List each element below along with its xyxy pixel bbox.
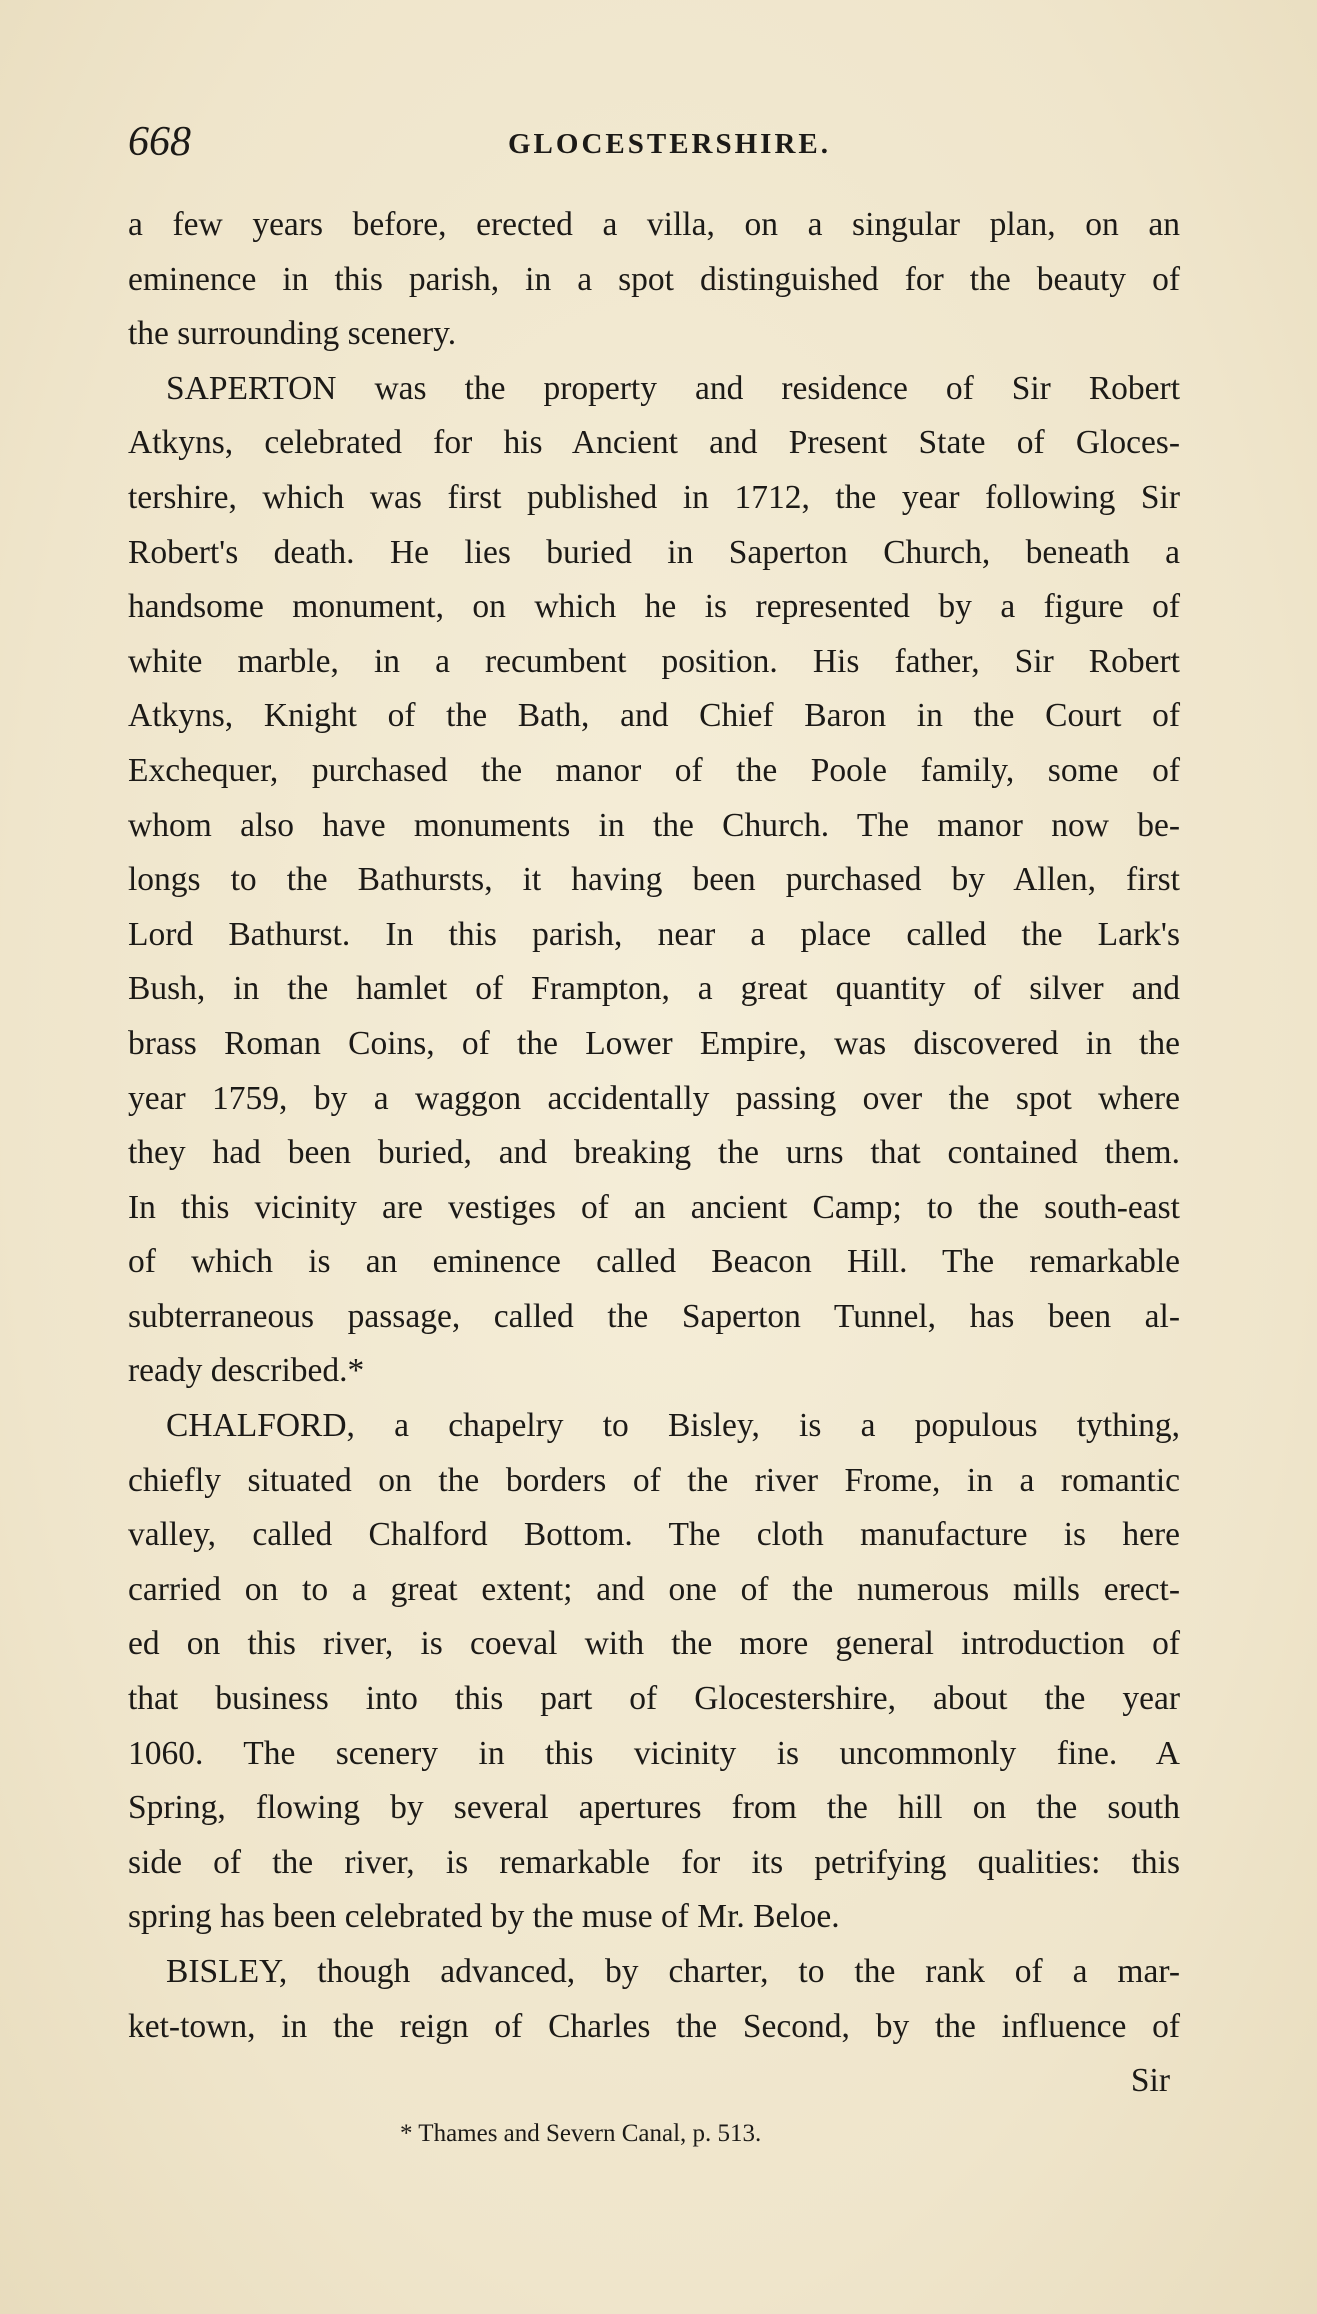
text-line: handsome monument, on which he is represented by a figure of [128, 588, 1180, 626]
text-line: subterraneous passage, called the Saperton Tunnel, has been al- [128, 1297, 1180, 1335]
text-line: ready described.* [128, 1352, 365, 1390]
catchword: Sir [1130, 2062, 1170, 2100]
body-text [128, 198, 1180, 2109]
text-line: that business into this part of Glocestershire, about the year [128, 1680, 1180, 1718]
text-line: ket-town, in the reign of Charles the Second, by the influence of [128, 2007, 1180, 2045]
text-line: side of the river, is remarkable for its petrifying qualities: this [128, 1843, 1180, 1881]
text-line: ed on this river, is coeval with the more general introduction of [128, 1625, 1180, 1663]
text-line: carried on to a great extent; and one of the numerous mills erect- [128, 1570, 1180, 1608]
text-line: Bush, in the hamlet of Frampton, a great quantity of silver and [128, 970, 1180, 1008]
text-line: Atkyns, Knight of the Bath, and Chief Baron in the Court of [128, 697, 1180, 735]
text-line: the surrounding scenery. [128, 315, 457, 353]
text-line: Atkyns, celebrated for his Ancient and Present State of Gloces- [128, 424, 1180, 462]
text-line: a few years before, erected a villa, on a singular plan, on an [128, 206, 1180, 243]
running-head: GLOCESTERSHIRE. [508, 128, 832, 160]
page-number: 668 [128, 119, 191, 165]
text-line: of which is an eminence called Beacon Hill. The remarkable [128, 1243, 1180, 1281]
text-line: Lord Bathurst. In this parish, near a place called the Lark's [128, 915, 1180, 953]
text-line: Robert's death. He lies buried in Saperton Church, beneath a [128, 533, 1180, 571]
text-line: eminence in this parish, in a spot distinguished for the beauty of [128, 260, 1180, 298]
text-line: Exchequer, purchased the manor of the Poole family, some of [128, 751, 1180, 789]
text-line: BISLEY, though advanced, by charter, to the rank of a mar- [166, 1953, 1180, 1990]
text-line: year 1759, by a waggon accidentally passing over the spot where [128, 1079, 1180, 1117]
text-line: spring has been celebrated by the muse of Mr. Beloe. [128, 1898, 840, 1936]
text-line: tershire, which was first published in 1712, the year following Sir [128, 478, 1180, 516]
text-line: CHALFORD, a chapelry to Bisley, is a populous tything, [166, 1407, 1180, 1445]
text-line: chiefly situated on the borders of the river Frome, in a romantic [128, 1461, 1180, 1499]
text-line: they had been buried, and breaking the urns that contained them. [128, 1134, 1180, 1172]
text-line: SAPERTON was the property and residence of Sir Robert [166, 369, 1180, 407]
text-line: whom also have monuments in the Church. The manor now be- [128, 806, 1180, 844]
text-line: 1060. The scenery in this vicinity is uncommonly fine. A [128, 1734, 1180, 1772]
text-line: Spring, flowing by several apertures from the hill on the south [128, 1789, 1180, 1827]
text-line: white marble, in a recumbent position. His father, Sir Robert [128, 642, 1180, 680]
text-line: valley, called Chalford Bottom. The cloth manufacture is here [128, 1516, 1180, 1554]
text-line: longs to the Bathursts, it having been purchased by Allen, first [128, 861, 1180, 899]
page-header [128, 118, 1188, 168]
text-line: In this vicinity are vestiges of an ancient Camp; to the south-east [128, 1188, 1180, 1226]
footnote: * Thames and Severn Canal, p. 513. [400, 2120, 762, 2147]
text-line: brass Roman Coins, of the Lower Empire, was discovered in the [128, 1024, 1180, 1062]
